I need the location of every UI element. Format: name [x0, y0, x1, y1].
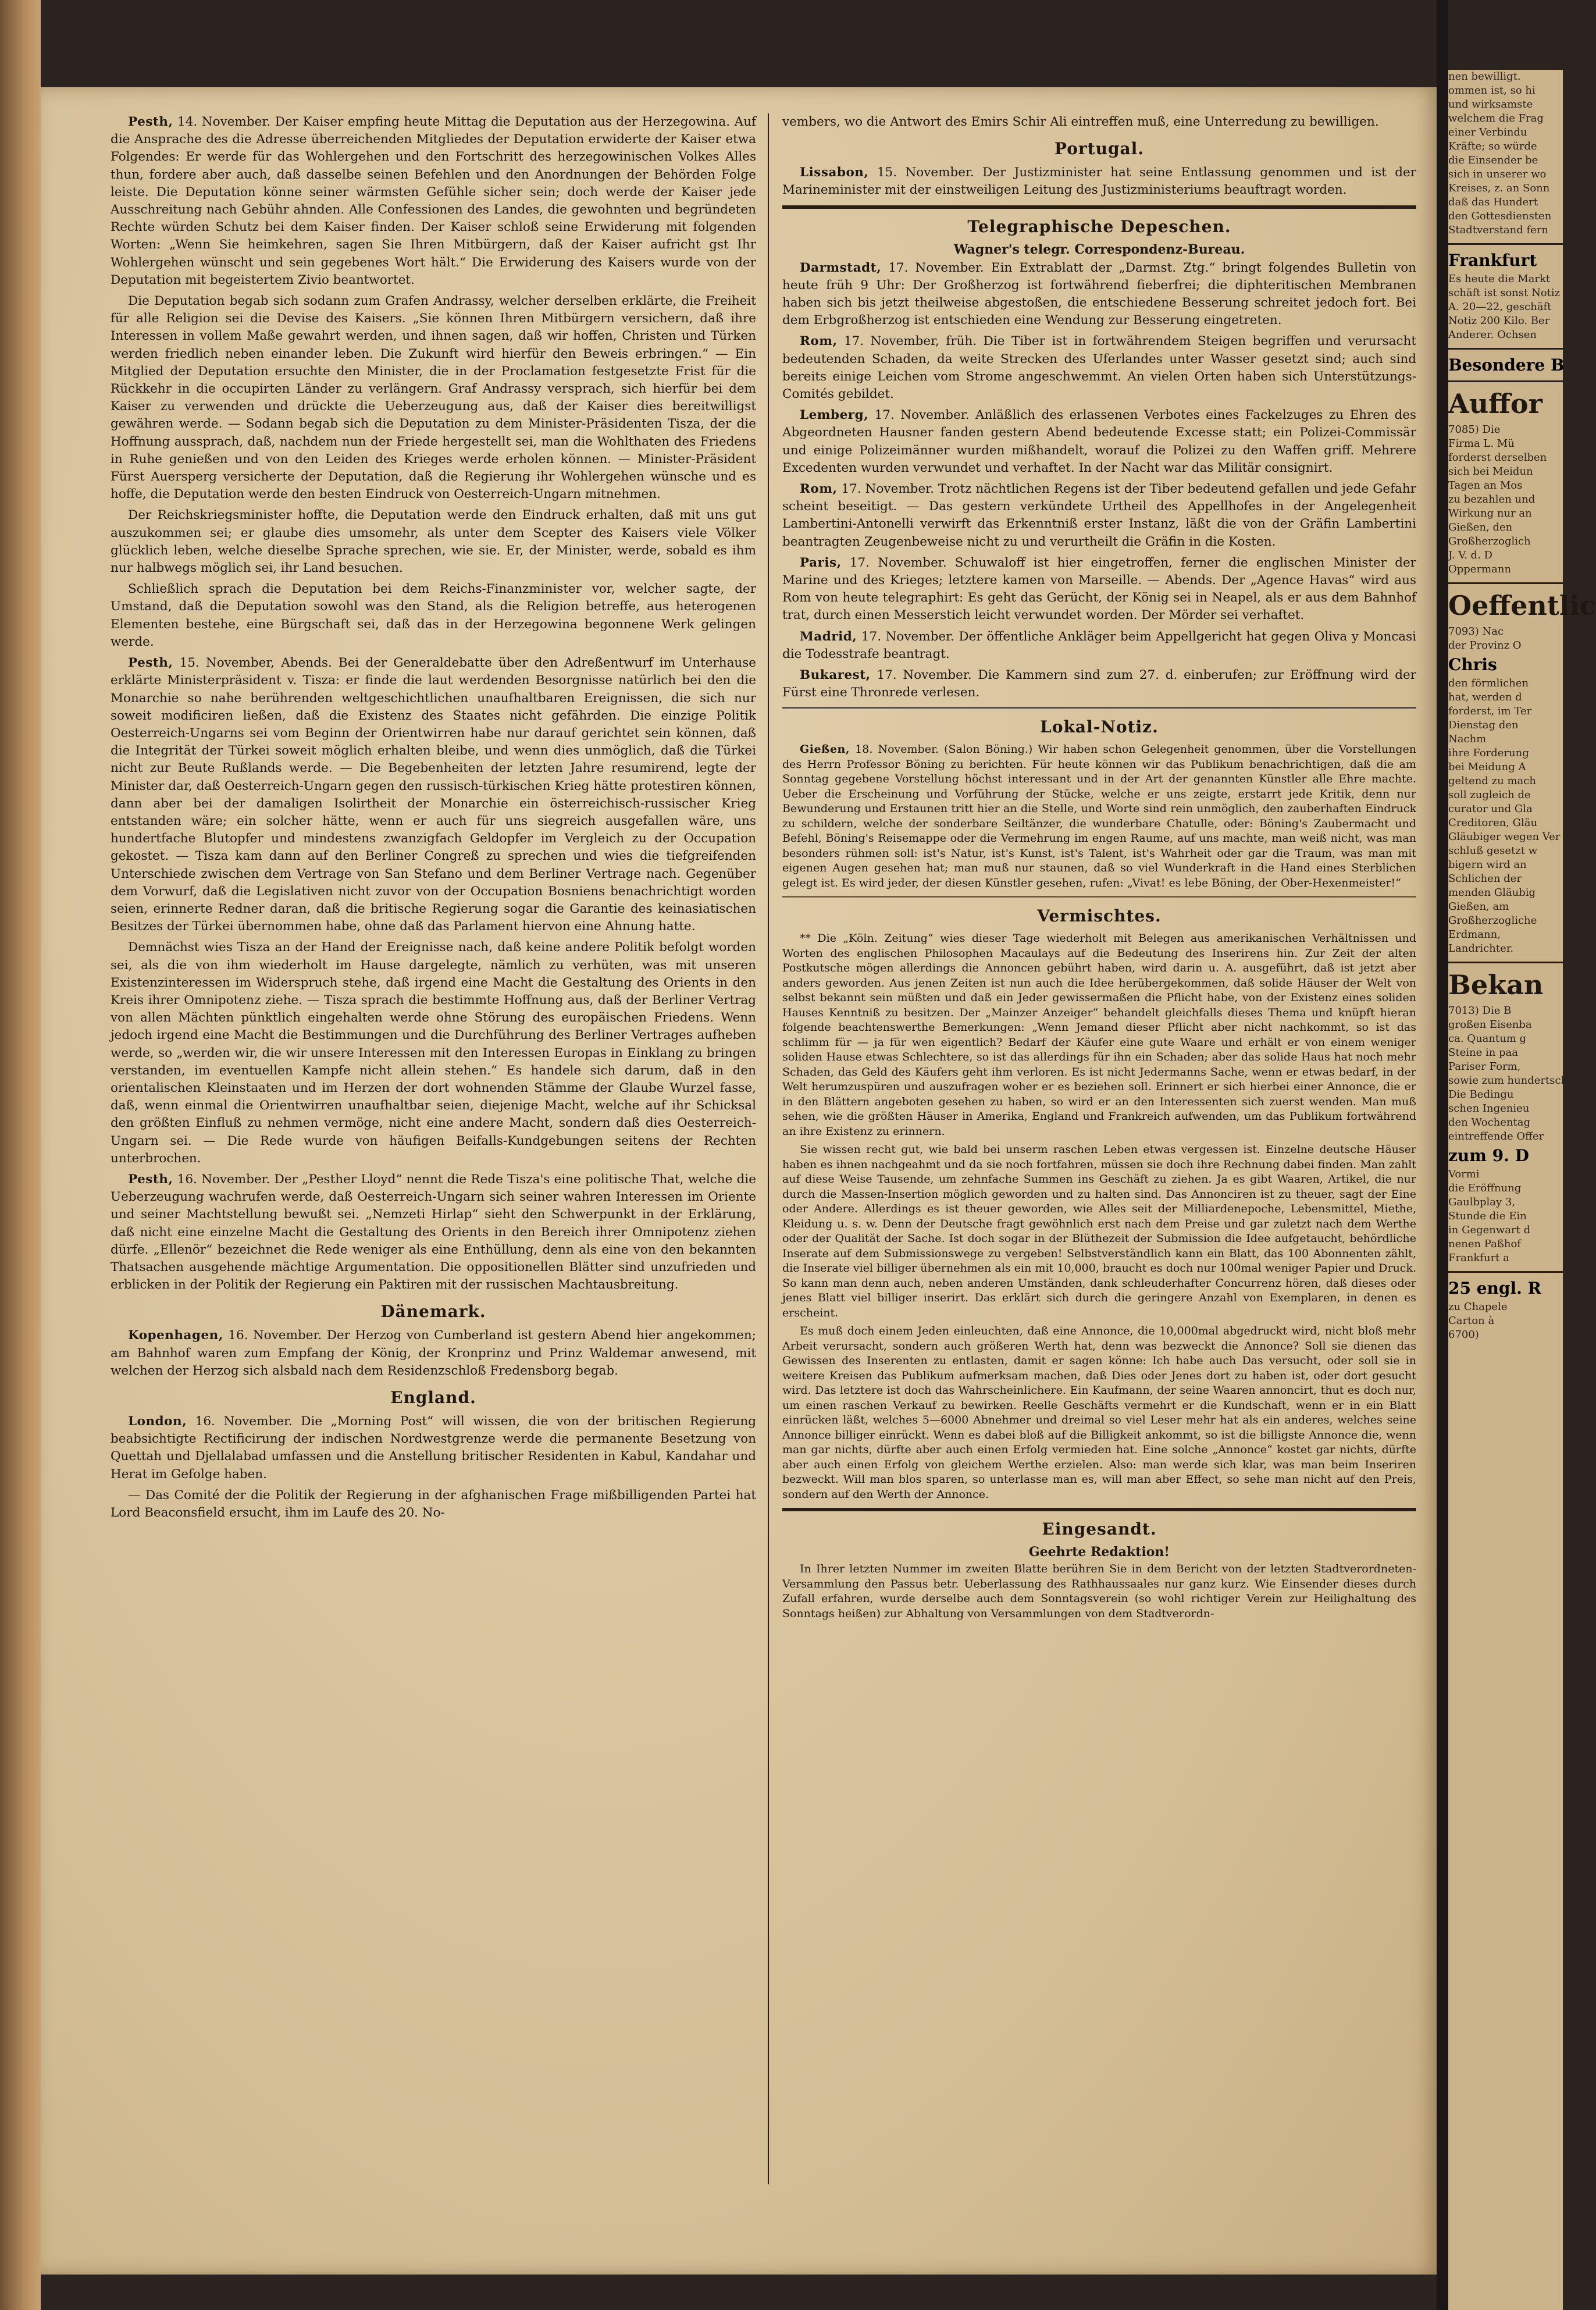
strip-line: zu bezahlen und: [1448, 493, 1536, 506]
strip-line: geltend zu mach: [1448, 775, 1536, 787]
strip-line: 7085) Die: [1448, 423, 1501, 436]
strip-line: forderst, im Ter: [1448, 705, 1532, 717]
strip-line: menden Gläubig: [1448, 887, 1536, 899]
strip-line: einer Verbindu: [1448, 126, 1527, 138]
article-pesth-15: Pesth, 15. November, Abends. Bei der Generaldebatte über den Adreßentwurf im Unterhause erklärte Ministerpräsident v. Tisza: er finde die laut werdenden Besorgnisse natürlich bei den die Monarchie so nahe berührenden weltgeschichtlichen unaufhaltbaren Ereignissen, die sich nur soweit modificiren ließen, daß die Existenz des Staates nicht gefährden. Die einzige Politik Oesterreich-Ungarns sei vom Beginn der Orientwirren habe nur darauf gerichtet sein können, daß die Integrität der Türkei soweit möglich erhalten bleibe, und wenn dies unmöglich, daß die Türkei nicht zur Beute Rußlands werde. — Die Begebenheiten der letzten Jahre resumirend, legte der Minister dar, daß Oesterreich-Ungarn gegen den russisch-türkischen Krieg hätte protestiren können, dann aber bei der damaligen Isolirtheit der Monarchie ein österreichisch-russischer Krieg entstanden wäre; ein solcher hätte, wenn er auch für uns siegreich ausgefallen wäre, uns hundertfache Blutopfer und mindestens zwanzigfach Geldopfer im Vergleich zu der Occupation gekostet. — Tisza kam dann auf den Berliner Congreß zu sprechen und wies die tiefgreifenden Unterschiede zwischen dem Vertrage von San Stefano und dem Berliner Vertrage nach. Gegenüber dem Vorwurf, daß die Legislativen nicht zuvor von der Occupation Bosniens benachrichtigt worden seien, erinnerte Redner daran, daß die britische Regierung sogar die Garantie des keinasiatischen Besitzes der Türkei übernommen habe, ohne daß das Parlament hiervon eine Ahnung hatte.: [111, 656, 756, 934]
telegram-bukarest: Bukarest, 17. November. Die Kammern sind zum 27. d. einberufen; zur Eröffnung wird der Fürst eine Thronrede verlesen.: [782, 668, 1416, 700]
strip-line: die Einsender be: [1448, 154, 1538, 166]
strip-rule: [1448, 348, 1563, 350]
strip-heading: Frankfurt: [1448, 251, 1537, 270]
book-binding-edge: [0, 0, 41, 2310]
strip-line: Großherzogliche: [1448, 914, 1537, 927]
strip-line: forderst derselben: [1448, 451, 1547, 464]
strip-line: Wirkung nur an: [1448, 507, 1532, 519]
strip-line: Nachm: [1448, 733, 1487, 745]
local-giessen: Gießen, 18. November. (Salon Böning.) Wir haben schon Gelegenheit genommen, über die Vorstellungen des Herrn Professor Böning zu berichten. Für heute können wir das Publikum benachrichtigen, daß die am Sonntag gegebene Vorstellung höchst interessant und in der Art der genannten Künstler alle Ehre machte. Ueber die Erscheinung und Vorführung der Stücke, welche er uns zeigte, erstarrt jede Kritik, denn nur Bewunderung und Erstaunen tritt hier an die Stelle, und Worte sind rein unmöglich, den zauberhaften Eindruck zu schildern, welche der sonderbare Seiltänzer, die wunderbare Chatulle, oder: Böning's Zaubermacht und Befehl, Böning's Reisemappe oder die Vermehrung im engen Raume, auf uns machte, man weiß nicht, was man besonders rühmen soll: ist's Natur, ist's Kunst, ist's Talent, ist's Wahrheit oder gar die Traum, was man mit eigenen Augen gesehen hat; man muß nur staunen, daß so viel Wunderkraft in die Hand eines Sterblichen gelegt ist. Es wird jeder, der diesen Künstler gesehen, rufen: „Vivat! es lebe Böning, der Ober-Hexenmeister!“: [782, 743, 1417, 889]
strip-line: den förmlichen: [1448, 677, 1529, 689]
strip-line: Die Bedingu: [1448, 1088, 1514, 1101]
strip-line: in Gegenwart d: [1448, 1224, 1531, 1236]
strip-line: schluß gesetzt w: [1448, 845, 1538, 857]
strip-line: Frankfurt a: [1448, 1252, 1509, 1264]
section-rule: [782, 707, 1416, 709]
strip-line: Gaulbplay 3,: [1448, 1196, 1516, 1208]
submitted-letter: In Ihrer letzten Nummer im zweiten Blatte berühren Sie in dem Bericht von der letzten Stadtverordneten-Versammlung den Passus betr. Ueberlassung des Rathhaussaales nur ganz kurz. Wie Einsender dieses durch Zufall erfahren, wurde derselbe auch dem Sonntagsverein (so wohl richtiger Verein zur Heilighaltung des Sonntags heißen) zur Abhaltung von Versammlungen von dem Stadtverordn-: [782, 1562, 1416, 1620]
strip-line: bei Meidung A: [1448, 761, 1526, 773]
strip-line: sowie zum hundertsch: [1448, 1074, 1568, 1087]
strip-heading: Chris: [1448, 655, 1497, 674]
strip-line: Dienstag den: [1448, 719, 1519, 731]
strip-line: 6700): [1448, 1329, 1479, 1341]
article-kopenhagen: Kopenhagen, 16. November. Der Herzog von Cumberland ist gestern Abend hier angekommen; am Bahnhof waren zum Empfang der König, der Kronprinz und Prinz Waldemar anwesend, mit welchen der Herzog sich alsbald nach dem Residenzschloß Fredensborg begab.: [111, 1328, 756, 1378]
strip-line: die Eröffnung: [1448, 1182, 1522, 1194]
subheading-bureau: Wagner's telegr. Correspondenz-Bureau.: [953, 241, 1245, 257]
section-heading-telegrams: Telegraphische Depeschen.: [967, 216, 1231, 236]
strip-big-heading: Oeffentlic: [1448, 590, 1596, 621]
strip-line: schen Ingenieu: [1448, 1102, 1530, 1115]
strip-big-heading: Bekan: [1448, 969, 1544, 1001]
section-heading-england: England.: [390, 1388, 476, 1408]
left-column: [111, 113, 756, 1525]
strip-heading: zum 9. D: [1448, 1146, 1529, 1165]
strip-line: und wirksamste: [1448, 98, 1533, 111]
strip-heading: Besondere B: [1448, 355, 1565, 375]
strip-line: hat, werden d: [1448, 691, 1522, 703]
strip-line: ihre Forderung: [1448, 747, 1529, 759]
misc-paragraph: Es muß doch einem Jeden einleuchten, daß eine Annonce, die 10,000mal abgedruckt wird, nicht bloß mehr Arbeit verursacht, sondern auch größeren Werth hat, denn was bezweckt die Annonce? Soll sie dienen das Gewissen des Inserenten zu entlasten, damit er sagen könne: Ich habe auch Das versucht, oder soll sie in weitere Kreisen das Publikum aufmerksam machen, daß Dies oder Jenes dort zu haben ist, oder dort gesucht wird. Das letztere ist doch das Wahrscheinlichere. Ein Kaufmann, der seine Waaren annoncirt, thut es doch nur, um einen raschen Verkauf zu bewirken. Reelle Geschäfts vermehrt er die Kundschaft, wenn er in ein Blatt einrücken läßt, welches 5—6000 Abnehmer und dreimal so viel Leser mehr hat als ein anderes, welches seine Annonce billiger einrückt. Wenn es dabei bloß auf die Billigkeit ankommt, so ist die billigste Annonce die, wenn man gar nichts, dürfte aber auch einen Erfolg vermieden hat. Eine solche „Annonce“ kostet gar nichts, dürfte aber auch einen Erfolg von gleichem Werthe erzielen. Also: man werde sich klar, was man beim Inseriren bezweckt. Will man blos sparen, so unterlasse man es, will man aber Effect, so sehe man nicht auf den Preis, sondern auf den Werth der Annonce.: [782, 1325, 1416, 1501]
strip-line: ca. Quantum g: [1448, 1033, 1527, 1045]
strip-line: Notiz 200 Kilo. Ber: [1448, 315, 1550, 327]
strip-line: Kräfte; so würde: [1448, 140, 1537, 152]
article-paragraph: Der Reichskriegsminister hoffte, die Deputation werde den Eindruck erhalten, daß mit uns gut auszukommen sei; er glaube dies umsomehr, als unter dem Scepter des Kaisers viele Völker glücklich leben, welche dieselbe Sprache sprechen, wie sie. Er, der Minister, werde, sobald es ihm nur halbwegs möglich sei, ihr Land besuchen.: [111, 508, 756, 576]
strip-rule: [1448, 380, 1563, 382]
strip-line: ommen ist, so hi: [1448, 84, 1536, 97]
newspaper-page: [41, 87, 1437, 2275]
strip-rule: [1448, 1271, 1563, 1273]
article-london: London, 16. November. Die „Morning Post“ will wissen, die von der britischen Regierung beabsichtigte Rectificirung der indischen Nordwestgrenze werde die permanente Besetzung von Quettah und Djellalabad umfassen und die Anstellung britischer Residenten in Kabul, Kandahar und Herat im Gefolge haben.: [111, 1414, 756, 1482]
subheading-salutation: Geehrte Redaktion!: [1028, 1544, 1170, 1560]
strip-line: Großherzoglich: [1448, 535, 1531, 547]
article-pesth-16: Pesth, 16. November. Der „Pesther Lloyd“ nennt die Rede Tisza's eine politische That, welche die Ueberzeugung wachrufen werde, daß Oesterreich-Ungarn sich seiner wahren Interessen im Oriente und seiner Machtstellung bewußt sei. „Nemzeti Hirlap“ sieht den Schwerpunkt in der Erklärung, daß nicht eine einzelne Macht die Gestaltung des Orients in den Bereich ihrer Omnipotenz ziehen dürfe. „Ellenör“ bezeichnet die Rede weniger als eine Enthüllung, denn als eine von den bekannten Thatsachen ausgehende mächtige Argumentation. Die oppositionellen Blätter sind unzufrieden und erblicken in der Politik der Regierung ein Paktiren mit der russischen Machtausbreitung.: [111, 1172, 756, 1293]
strip-line: Firma L. Mü: [1448, 437, 1515, 450]
section-heading-local: Lokal-Notiz.: [1040, 717, 1159, 737]
section-heading-denmark: Dänemark.: [380, 1302, 486, 1322]
section-heading-portugal: Portugal.: [1054, 139, 1145, 159]
strip-heading: 25 engl. R: [1448, 1279, 1541, 1298]
strip-line: Gießen, am: [1448, 900, 1509, 913]
article-continued: vembers, wo die Antwort des Emirs Schir Ali eintreffen muß, eine Unterredung zu bewilligen.: [782, 115, 1379, 129]
page-gutter: [1437, 0, 1448, 2310]
strip-line: 7093) Nac: [1448, 625, 1504, 638]
strip-line: A. 20—22, geschäft: [1448, 301, 1552, 313]
strip-line: Carton à: [1448, 1315, 1495, 1327]
telegram-rom: Rom, 17. November, früh. Die Tiber ist in fortwährendem Steigen begriffen und verursacht bedeutenden Schaden, da weite Strecken des Uferlandes unter Wasser gesetzt sind; auch sind bereits einige Leichen vom Strome angeschwemmt. An vielen Orten haben sich Unterstützungs-Comités gebildet.: [782, 334, 1416, 402]
strip-rule: [1448, 962, 1563, 963]
strip-line: Kreises, z. an Sonn: [1448, 182, 1550, 194]
telegram-lemberg: Lemberg, 17. November. Anläßlich des erlassenen Verbotes eines Fackelzuges zu Ehren des Abgeordneten Hausner fanden gestern Abend bedeutende Excesse statt; ein Polizei-Commissär und einige Polizeimänner wurden mißhandelt, worauf die Polizei zu den Waffen griff. Mehrere Excedenten wurden verwundet und verhaftet. In der Nacht war das Militär consignirt.: [782, 408, 1416, 475]
article-paragraph: — Das Comité der die Politik der Regierung in der afghanischen Frage mißbilligenden Partei hat Lord Beaconsfield ersucht, ihm im Laufe des 20. No-: [111, 1487, 756, 1521]
article-pesth-14: Pesth, 14. November. Der Kaiser empfing heute Mittag die Deputation aus der Herzegowina. Auf die Ansprache des die Adresse überreichenden Mitgliedes der Deputation erwiderte der Kaiser etwa Folgendes: Er werde für das Wohlergehen und den Fortschritt des herzegowinischen Volkes Alles thun, fordere aber auch, daß dasselbe seinen Befehlen und den Anordnungen der Behörden Folge leiste. Die Deputation könne seiner wärmsten Gefühle sicher sein; doch werde der Kaiser jede Ausschreitung nach Gebühr ahnden. Alle Confessionen des Landes, die gewohnten und begründeten Rechte würden Schutz bei dem Kaiser finden. Der Kaiser schloß seine Erwiderung mit folgenden Worten: „Wenn Sie heimkehren, sagen Sie Ihren Mitbürgern, daß der Kaiser aufricht gst Ihr Wohlergehen wünscht und sein gegebenes Wort hält.“ Die Erwiderung des Kaisers wurde von der Deputation mit begeistertem Zivio beantwortet.: [111, 115, 756, 287]
misc-paragraph: Sie wissen recht gut, wie bald bei unserm raschen Leben etwas vergessen ist. Einzelne deutsche Häuser haben es ihnen nachgeahmt und da sie noch fortfahren, müssen sie doch ihre Rechnung dabei finden. Man zahlt auf diese Weise Tausende, um zehnfache Summen ins Geschäft zu ziehen. Ja es gibt Waaren, Artikel, die nur durch die Massen-Insertion möglich geworden und zu halten sind. Das Annonciren ist zu theuer, sagt der Eine oder Andere. Allerdings es ist theuer geworden, wie Alles seit der Milliardenepoche, Lebensmittel, Miethe, Kleidung u. s. w. Denn der Deutsche fragt gewöhnlich erst nach dem Preise und gar zuletzt nach dem Werthe oder der Qualität der Sache. Ist doch sogar in der Blüthezeit der Submission die Idee aufgetaucht, behördliche Inserate auf dem Submissionswege zu vergeben! Selbstverständlich kann ein Blatt, das 100 Abonnenten zählt, die Inserate viel billiger übernehmen als ein mit 10,000, braucht es doch nur 100mal weniger Papier und Druck. So kann man denn auch, neben anderen Umständen, dank schleuderhafter Concurrenz hören, daß dieses oder jenes Blatt viel billiger inserirt. Das erklärt sich durch die geringere Anzahl von Exemplaren, in denen es erscheint.: [782, 1143, 1416, 1319]
strip-line: Anderer. Ochsen: [1448, 329, 1537, 341]
adjacent-page-strip: [1448, 70, 1596, 2310]
section-rule: [782, 896, 1416, 898]
strip-line: Vormi: [1448, 1168, 1480, 1180]
strip-line: Steine in paa: [1448, 1047, 1518, 1059]
strip-line: nen bewilligt.: [1448, 70, 1521, 83]
strip-line: Gießen, den: [1448, 521, 1513, 533]
article-paragraph: Schließlich sprach die Deputation bei dem Reichs-Finanzminister vor, welcher sagte, der Umstand, daß die Deputation sowohl was den Stand, als die Religion betreffe, aus heterogenen Elementen bestehe, eine Bürgschaft sei, daß das in der Herzegowina begonnene Werk gelingen werde.: [111, 582, 756, 649]
strip-line: den Wochentag: [1448, 1116, 1531, 1129]
section-rule: [782, 205, 1416, 209]
article-lissabon: Lissabon, 15. November. Der Justizminister hat seine Entlassung genommen und ist der Marineminister mit der einstweiligen Leitung des Justizministeriums beauftragt worden.: [782, 165, 1416, 198]
middle-column: [782, 113, 1416, 1625]
strip-line: schäft ist sonst Notiz: [1448, 287, 1561, 299]
article-paragraph: Demnächst wies Tisza an der Hand der Ereignisse nach, daß keine andere Politik befolgt worden sei, als die von ihm wiederholt im Hause dargelegte, nämlich zu verhüten, was mit unseren Existenzinteressen im Widerspruch stehe, daß irgend eine Macht die Gestaltung des Orients in den Kreis ihrer Omnipotenz ziehe. — Tisza sprach die bestimmte Hoffnung aus, daß der Berliner Vertrag von allen Mächten pünktlich eingehalten werde ohne Störung des europäischen Friedens. Wenn jedoch irgend eine Macht die Bestimmungen und die Durchführung des Berliner Vertrages aufheben werde, so „werden wir, die wir unsere Interessen mit den Interessen Europas in Einklang zu bringen verstanden, im eventuellen Kampfe nicht allein stehen.“ Es handele sich darum, daß in den orientalischen Kleinstaaten und im Herzen der dort wohnenden Stämme der Glaube Wurzel fasse, daß, wenn einmal die Orientwirren unaufhaltbar seien, diejenige Macht, welche auf ihr Schicksal den größten Einfluß zu nehmen vermöge, nicht eine andere Macht, sondern daß dies Oesterreich-Ungarn sei. — Die Rede wurde von häufigen Beifalls-Kundgebungen seitens der Rechten unterbrochen.: [111, 940, 756, 1166]
strip-line: den Gottesdiensten: [1448, 210, 1552, 222]
misc-paragraph: ** Die „Köln. Zeitung“ wies dieser Tage wiederholt mit Belegen aus amerikanischen Verhältnissen und Worten des englischen Philosophen Macaulays auf die Bedeutung des Inserirens hin. Zur Zeit der alten Postkutsche mögen allerdings die Annoncen gebührt haben, wird darin u. A. ausgeführt, daß ist jetzt aber anders geworden. Aus jenen Zeiten ist nun auch die Idee herübergekommen, daß solide Häuser der Welt von selbst bekannt sein müßten und daß ein Jeder gewissermaßen die Pflicht habe, von der Existenz eines soliden Hauses Kenntniß zu besitzen. Der „Mainzer Anzeiger“ behandelt gleichfalls dieses Thema und knüpft hieran folgende beachtenswerthe Bemerkungen: „Wenn Jemand dieser Pflicht aber nicht nachkommt, so ist das schlimm für — ja für wen eigentlich? Bedarf der Käufer eine gute Waare und erhält er von einem weniger soliden Hause etwas Schlechtere, so ist das allerdings für ihn ein Schaden; aber das solide Haus hat noch mehr Schaden, das Geld des Käufers geht ihm verloren. Es ist nicht Jedermanns Sache, wenn er etwas bedarf, in der Welt herumzuspüren und auszufragen woher er es beziehen soll. Erinnert er sich hierbei einer Annonce, die er in den Blättern angeboten gesehen zu haben, so wird er an den Interessenten sich zuerst wenden. Man muß sehen, wie die größten Häuser in Amerika, England und Frankreich aufwenden, um das Publikum fortwährend an ihre Existenz zu erinnern.: [782, 932, 1416, 1138]
strip-line: Landrichter.: [1448, 942, 1514, 955]
strip-line: der Provinz O: [1448, 639, 1522, 652]
strip-line: Tagen an Mos: [1448, 479, 1523, 492]
strip-line: großen Eisenba: [1448, 1019, 1532, 1031]
strip-line: Oppermann: [1448, 563, 1512, 575]
strip-line: Stadtverstand fern: [1448, 224, 1549, 236]
strip-line: Es heute die Markt: [1448, 273, 1551, 285]
section-heading-misc: Vermischtes.: [1037, 906, 1162, 926]
strip-line: eintreffende Offer: [1448, 1130, 1544, 1142]
strip-line: J. V. d. D: [1448, 549, 1492, 561]
section-heading-submitted: Eingesandt.: [1042, 1519, 1157, 1539]
telegram-madrid: Madrid, 17. November. Der öffentliche Ankläger beim Appellgericht hat gegen Oliva y Moncasi die Todesstrafe beantragt.: [782, 629, 1416, 661]
strip-big-heading: Auffor: [1448, 388, 1542, 419]
strip-line: Gläubiger wegen Ver: [1448, 831, 1561, 843]
section-rule: [782, 1508, 1416, 1511]
strip-line: 7013) Die B: [1448, 1005, 1512, 1017]
strip-line: bigern wird an: [1448, 859, 1527, 871]
strip-line: nenen Paßhof: [1448, 1238, 1521, 1250]
telegram-rom-2: Rom, 17. November. Trotz nächtlichen Regens ist der Tiber bedeutend gefallen und jede Gefahr scheint beseitigt. — Das gestern verkündete Urtheil des Appellhofes in der Angelegenheit Lambertini-Antonelli verwirft das Erkenntniß erster Instanz, läßt die von der Gräfin Lambertini beantragten Zeugenbeweise nicht zu und verurtheilt die Gräfin in die Kosten.: [782, 482, 1416, 549]
strip-line: soll zugleich de: [1448, 789, 1531, 801]
strip-line: Erdmann,: [1448, 928, 1501, 941]
strip-line: sich in unserer wo: [1448, 168, 1547, 180]
strip-line: Creditoren, Gläu: [1448, 817, 1538, 829]
strip-rule: [1448, 582, 1563, 584]
strip-line: Pariser Form,: [1448, 1060, 1521, 1073]
strip-line: sich bei Meidun: [1448, 465, 1533, 478]
strip-line: welchem die Frag: [1448, 112, 1544, 124]
telegram-paris: Paris, 17. November. Schuwaloff ist hier eingetroffen, ferner die englischen Minister der Marine und des Krieges; letztere kamen von Marseille. — Abends. Der „Agence Havas“ wird aus Rom von heute telegraphirt: Es geht das Gerücht, der König sei in Neapel, als er aus dem Bahnhof trat, durch einen Messerstich leicht verwundet worden. Der Mörder sei verhaftet.: [782, 555, 1416, 623]
strip-line: daß das Hundert: [1448, 196, 1538, 208]
strip-rule: [1448, 243, 1563, 245]
strip-line: Stunde die Ein: [1448, 1210, 1527, 1222]
strip-line: zu Chapele: [1448, 1301, 1508, 1313]
strip-line: curator und Gla: [1448, 803, 1533, 815]
telegram-darmstadt: Darmstadt, 17. November. Ein Extrablatt der „Darmst. Ztg.“ bringt folgendes Bulletin von heute früh 9 Uhr: Der Großherzog ist fortwährend fieberfrei; die diphteritischen Membranen haben sich bis jetzt theilweise abgestoßen, die entschiedene Besserung schreitet jedoch fort. Bei dem Erbgroßherzog ist entschieden eine Wendung zur Besserung eingetreten.: [782, 260, 1417, 328]
strip-line: Schlichen der: [1448, 873, 1522, 885]
article-paragraph: Die Deputation begab sich sodann zum Grafen Andrassy, welcher derselben erklärte, die Freiheit für alle Religion sei die Devise des Kaisers. „Sie können Ihren Mitbürgern versichern, daß ihre Interessen in vollem Maße gewahrt werden, und ihnen sagen, daß wir hoffen, Christen und Türken werden friedlich neben einander leben. Die Zukunft wird hierfür den Beweis erbringen.“ — Ein Mitglied der Deputation ersuchte den Minister, die in der Proclamation festgesetzte Frist für die Rückkehr in die occupirten Länder zu verlängern. Graf Andrassy versprach, sich hierfür bei dem Kaiser zu verwenden und drückte die Ueberzeugung aus, daß der Kaiser dies bereitwilligst gewähren werde. — Sodann begab sich die Deputation zu dem Minister-Präsidenten Tisza, der die Hoffnung aussprach, daß, nachdem nun der Friede hergestellt sei, man die Wohlthaten des Friedens in Ruhe genießen und von den Leiden des Krieges werde erholen können. — Minister-Präsident Fürst Auersperg versicherte der Deputation, daß die Regierung ihr Wohlergehen wünsche und es hoffe, die Deputation werde den besten Eindruck von Oesterreich-Ungarn mitnehmen.: [111, 294, 756, 502]
column-divider: [768, 113, 769, 2184]
